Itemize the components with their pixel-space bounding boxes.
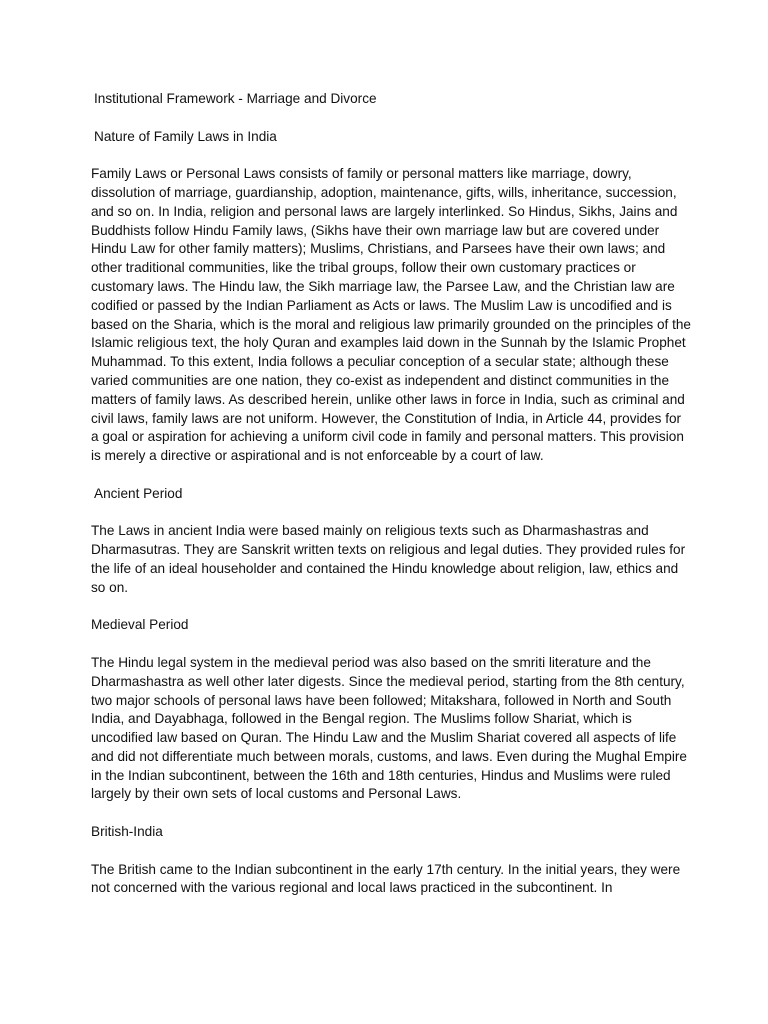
document-page	[91, 90, 691, 917]
heading-medieval-period: Medieval Period	[91, 617, 189, 633]
paragraph-medieval-period: The Hindu legal system in the medieval period was also based on the smriti literature and the Dharmashastra as well other later digests. Since the medieval period, starting from the 8th century, two major schools of personal laws have been followed; Mitakshara, followed in North and South India, and Dayabhaga, followed in the Bengal region. The Muslims follow Shariat, which is uncodified law based on Quran. The Hindu Law and the Muslim Shariat covered all aspects of life and did not differentiate much between morals, customs, and laws. Even during the Mughal Empire in the Indian subcontinent, between the 16th and 18th centuries, Hindus and Muslims were ruled largely by their own sets of local customs and Personal Laws.	[91, 654, 687, 802]
paragraph-ancient-period: The Laws in ancient India were based mainly on religious texts such as Dharmashastras and Dharmasutras. They are Sanskrit written texts on religious and legal duties. They provided rules for the life of an ideal householder and contained the Hindu knowledge about religion, law, ethics and so on.	[91, 523, 686, 595]
paragraph-british-india: The British came to the Indian subcontinent in the early 17th century. In the initial years, they were not concerned with the various regional and local laws practiced in the subcontinent. In	[91, 861, 681, 896]
paragraph-nature-of-family-laws: Family Laws or Personal Laws consists of family or personal matters like marriage, dowry, dissolution of marriage, guardianship, adoption, maintenance, gifts, wills, inheritance, succession, and so on. In India, religion and personal laws are largely interlinked. So Hindus, Sikhs, Jains and Buddhists follow Hindu Family laws, (Sikhs have their own marriage law but are covered under Hindu Law for other family matters); Muslims, Christians, and Parsees have their own laws; and other traditional communities, like the tribal groups, follow their own customary practices or customary laws. The Hindu law, the Sikh marriage law, the Parsee Law, and the Christian law are codified or passed by the Indian Parliament as Acts or laws. The Muslim Law is uncodified and is based on the Sharia, which is the moral and religious law primarily grounded on the principles of the Islamic religious text, the holy Quran and examples laid down in the Sunnah by the Islamic Prophet Muhammad. To this extent, India follows a peculiar conception of a secular state; although these varied communities are one nation, they co-exist as independent and distinct communities in the matters of family laws. As described herein, unlike other laws in force in India, such as criminal and civil laws, family laws are not uniform. However, the Constitution of India, in Article 44, provides for a goal or aspiration for achieving a uniform civil code in family and personal matters. This provision is merely a directive or aspirational and is not enforceable by a court of law.	[91, 166, 691, 464]
heading-british-india: British-India	[91, 824, 163, 840]
heading-ancient-period: Ancient Period	[94, 485, 183, 501]
heading-nature-of-family-laws: Nature of Family Laws in India	[94, 128, 277, 144]
document-title: Institutional Framework - Marriage and Divorce	[94, 91, 377, 106]
